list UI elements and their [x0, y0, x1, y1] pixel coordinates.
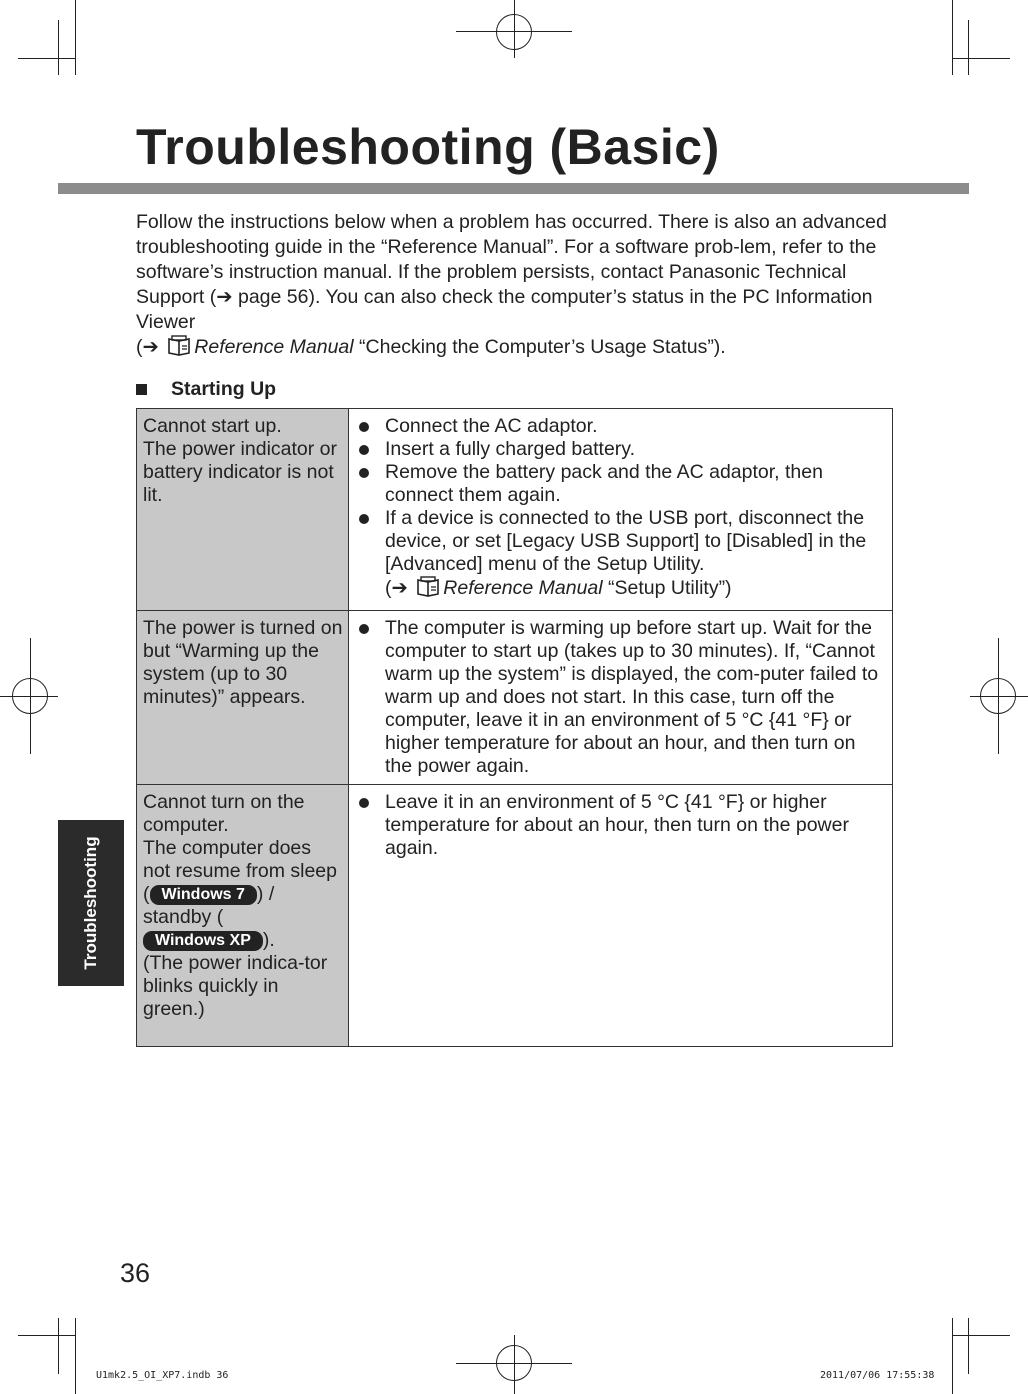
side-tab — [58, 820, 124, 986]
footer-timestamp: 2011/07/06 17:55:38 — [820, 1370, 935, 1381]
reference-manual-title[interactable]: Reference Manual — [194, 336, 354, 358]
arrow-right-icon: ➔ — [142, 336, 159, 358]
crop-mark — [58, 20, 59, 75]
list-item: If a device is connected to the USB port, disconnect the device, or set [Legacy USB Support] to [Disabled] in the [Advanced] menu of the Setup Utility. (➔ Reference Manual “Setup Utility”) — [355, 507, 884, 604]
troubleshooting-table — [136, 408, 893, 1047]
side-tab-label: Troubleshooting — [81, 836, 100, 970]
solution-cell — [349, 785, 893, 1047]
crop-mark — [998, 638, 999, 754]
table-row — [137, 409, 893, 611]
windows-xp-badge: Windows XP — [143, 931, 263, 951]
solution-list — [355, 791, 884, 860]
reference-manual-icon — [166, 335, 192, 364]
condition-cell: Cannot start up. The power indicator or battery indicator is not lit. — [137, 409, 349, 611]
crop-mark — [952, 1335, 1010, 1336]
crop-mark — [952, 0, 953, 75]
intro-text: Follow the instructions below when a problem has occurred. There is also an advanced troubleshooting guide in the “Reference Manual”. For a software prob-lem, refer to the software’s instruction manual. If the problem persists, contact Panasonic Technical Support (➔ page 56). You can also check the computer’s status in the PC Information Viewer — [136, 211, 887, 333]
reference-manual-title[interactable]: Reference Manual — [443, 577, 603, 599]
reference-manual-icon — [415, 576, 441, 604]
solution-list — [355, 617, 884, 778]
intro-reference: (➔ Reference Manual “Checking the Computer’s Usage Status”). — [136, 335, 896, 364]
crop-mark — [0, 696, 58, 697]
table-row — [137, 785, 893, 1047]
crop-mark — [58, 1318, 59, 1374]
crop-mark — [952, 58, 1010, 59]
bullet-icon — [359, 624, 369, 634]
bullet-icon — [359, 798, 369, 808]
title-rule — [58, 183, 969, 194]
crop-mark — [18, 58, 76, 59]
bullet-icon — [359, 514, 369, 524]
list-item: Connect the AC adaptor. — [355, 415, 884, 438]
bullet-icon — [359, 422, 369, 432]
bullet-icon — [359, 468, 369, 478]
solution-cell — [349, 409, 893, 611]
crop-mark — [952, 1318, 953, 1394]
crop-mark — [18, 1335, 76, 1336]
crop-mark — [514, 1335, 515, 1394]
footer-file-info: U1mk2.5_OI_XP7.indb 36 — [96, 1370, 229, 1381]
page-number: 36 — [120, 1258, 151, 1288]
page-reference-link[interactable]: page 56 — [237, 286, 309, 308]
windows-7-badge: Windows 7 — [150, 885, 257, 905]
crop-mark — [514, 0, 515, 58]
crop-mark — [30, 638, 31, 754]
arrow-right-icon: ➔ — [391, 577, 408, 599]
section-heading — [136, 378, 276, 401]
crop-mark — [968, 1318, 969, 1374]
list-item: Remove the battery pack and the AC adaptor, then connect them again. — [355, 461, 884, 507]
setup-utility-reference: (➔ Reference Manual “Setup Utility”) — [385, 576, 884, 604]
page-title: Troubleshooting (Basic) — [136, 119, 720, 175]
solution-list — [355, 415, 884, 604]
intro-paragraph — [136, 210, 896, 364]
crop-mark — [970, 696, 1028, 697]
condition-cell: The power is turned on but “Warming up the system (up to 30 minutes)” appears. — [137, 611, 349, 785]
arrow-right-icon: ➔ — [216, 286, 233, 308]
table-row — [137, 611, 893, 785]
solution-cell — [349, 611, 893, 785]
list-item: Insert a fully charged battery. — [355, 438, 884, 461]
crop-mark — [968, 20, 969, 75]
list-item: Leave it in an environment of 5 °C {41 °F} or higher temperature for about an hour, then turn on the power again. — [355, 791, 884, 860]
bullet-icon — [359, 445, 369, 455]
list-item: The computer is warming up before start up. Wait for the computer to start up (takes up to 30 minutes). If, “Cannot warm up the system” is displayed, the com-puter failed to warm up and does not start. In this case, turn off the computer, leave it in an environment of 5 °C {41 °F} or higher temperature for about an hour, and then turn on the power again. — [355, 617, 884, 778]
condition-cell: Cannot turn on the computer. The computer does not resume from sleep ( Windows 7 ) / standby (Windows XP ). (The power indica-tor blinks quickly in green.) — [137, 785, 349, 1047]
section-title: Starting Up — [171, 378, 277, 400]
square-bullet-icon — [136, 384, 147, 395]
crop-mark — [75, 1318, 76, 1394]
crop-mark — [75, 0, 76, 75]
